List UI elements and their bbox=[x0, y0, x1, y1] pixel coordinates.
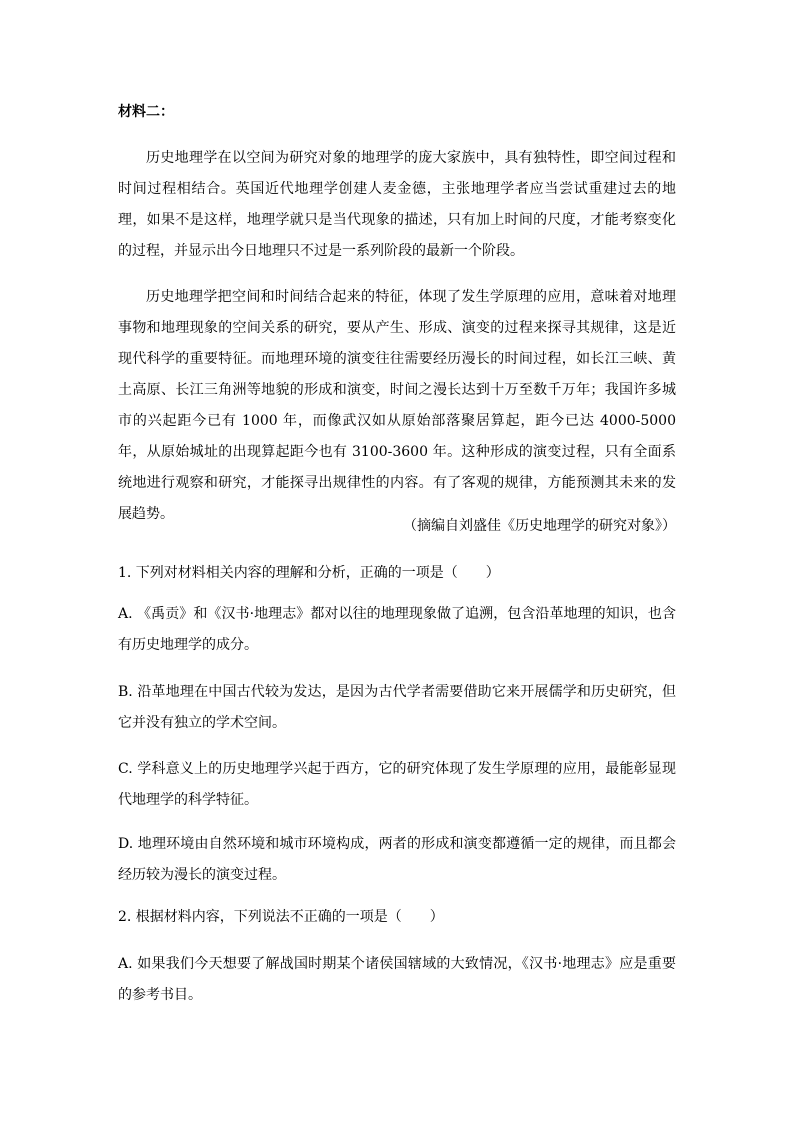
question-2-stem: 2. 根据材料内容，下列说法不正确的一项是（ ） bbox=[118, 909, 444, 925]
paragraph-1: 历史地理学在以空间为研究对象的地理学的庞大家族中，具有独特性，即空间过程和时间过程相结合。英国近代地理学创建人麦金德，主张地理学者应当尝试重建过去的地理，如果不是这样，地理学就只是当代现象的描述，只有加上时间的尺度，才能考察变化的过程，并显示出今日地理只不过是一系列阶段的最新一个阶段。 bbox=[118, 150, 676, 259]
question-1-option-c: C. 学科意义上的历史地理学兴起于西方，它的研究体现了发生学原理的应用，最能彰显现代地理学的科学特征。 bbox=[118, 761, 676, 808]
question-2-option-a: A. 如果我们今天想要了解战国时期某个诸侯国辖域的大致情况，《汉书·地理志》应是重要的参考书目。 bbox=[118, 956, 676, 1003]
question-1-stem: 1. 下列对材料相关内容的理解和分析，正确的一项是（ ） bbox=[118, 565, 500, 581]
question-1-option-d: D. 地理环境由自然环境和城市环境构成，两者的形成和演变都遵循一定的规律，而且都会经历较为漫长的演变过程。 bbox=[118, 836, 676, 883]
question-1-option-b: B. 沿革地理在中国古代较为发达，是因为古代学者需要借助它来开展儒学和历史研究，但它并没有独立的学术空间。 bbox=[118, 684, 676, 731]
source-citation: （摘编自刘盛佳《历史地理学的研究对象》） bbox=[403, 518, 676, 534]
question-1-option-a: A. 《禹贡》和《汉书·地理志》都对以往的地理现象做了追溯，包含沿革地理的知识，也含有历史地理学的成分。 bbox=[118, 606, 676, 653]
paragraph-2: 历史地理学把空间和时间结合起来的特征，体现了发生学原理的应用，意味着对地理事物和地理现象的空间关系的研究，要从产生、形成、演变的过程来探寻其规律，这是近现代科学的重要特征。而地理环境的演变往往需要经历漫长的时间过程，如长江三峡、黄土高原、长江三角洲等地貌的形成和演变，时间之漫长达到十万至数千万年；我国许多城市的兴起距今已有 1000 年，而像武汉如从原始部落聚居算起，距今已达 4000-5000 年，从原始城址的出现算起距今也有 3100-3600 年。这种形成的演变过程，只有全面系统地进行观察和研究，才能探寻出规律性的内容。有了客观的规律，方能预测其未来的发展趋势。 bbox=[118, 289, 676, 522]
section-heading: 材料二： bbox=[118, 104, 174, 120]
